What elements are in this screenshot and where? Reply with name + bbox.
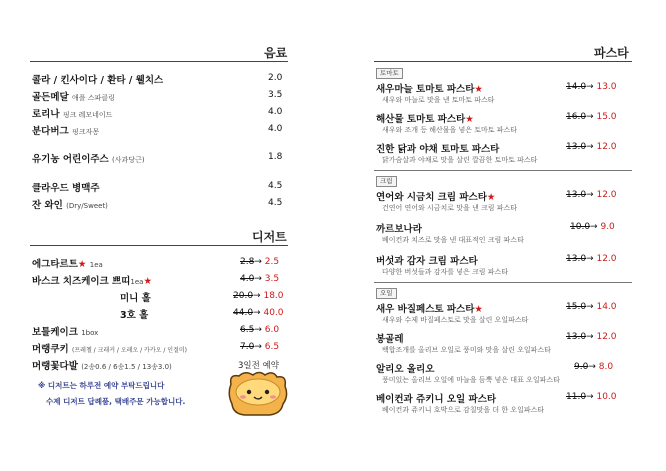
pasta-title: 파스타 [594,46,629,60]
divider [374,282,632,283]
pasta-price: 13.0→ 12.0 [566,190,617,200]
pasta-description: 새우와 조개 등 해산물을 넣은 토마토 파스타 [382,126,518,134]
drink-item: 유기농 어린이주스 (사과당근) [32,154,145,165]
dessert-item: 머랭쿠키 (프레첼 / 크래커 / 오레오 / 카카오 / 인절미) [32,344,187,355]
pasta-price: 16.0→ 15.0 [566,112,617,122]
pasta-description: 새우와 수제 바질페스토로 맛을 살린 오일파스타 [382,316,529,324]
pasta-price: 10.0→ 9.0 [570,222,615,232]
drinks-title: 음료 [264,46,288,60]
pasta-price: 13.0→ 12.0 [566,142,617,152]
pasta-item: 진한 닭과 야채 토마토 파스타 [376,144,500,155]
pasta-description: 닭가슴살과 야채로 맛을 살린 깔끔한 토마토 파스타 [382,156,538,164]
drink-item: 골든메달 애플 스파클링 [32,92,115,103]
pasta-category-tag-tomato: 토마토 [376,68,403,79]
pasta-description: 풍미있는 올리브 오일에 마늘을 듬뿍 넣은 대표 오일파스타 [382,376,560,384]
dessert-item: 에그타르트★ 1ea [32,259,103,270]
dessert-item: 3호 홀 [120,310,149,321]
pasta-item: 버섯과 감자 크림 파스타 [376,256,478,267]
dessert-price: 2.8→ 2.5 [240,257,280,267]
drink-price: 4.0 [268,107,283,117]
pasta-price: 13.0→ 12.0 [566,254,617,264]
pasta-item: 새우마늘 토마토 파스타★ [376,84,483,95]
desserts-title: 디저트 [252,230,287,244]
pasta-item: 해산물 토마토 파스타★ [376,114,474,125]
dessert-reserve-note: 3일전 예약 [238,361,279,371]
pasta-description: 베이컨과 치즈로 맛을 낸 대표적인 크림 파스타 [382,236,524,244]
dessert-price: 4.0→ 3.5 [240,274,280,284]
drink-price: 3.5 [268,90,283,100]
drink-item: 분다버그 핑크자몽 [32,126,100,137]
pasta-item: 까르보나라 [376,224,422,235]
drink-price: 4.5 [268,181,283,191]
drinks-title-rule [30,61,288,62]
dessert-item: 머랭꽃다발 (2송0.6 / 6송1.5 / 13송3.0) [32,361,172,372]
pasta-category-tag-oil: 오일 [376,288,397,299]
pasta-item: 연어와 시금치 크림 파스타★ [376,192,496,203]
pasta-description: 베이컨과 쥬키니 호박으로 감칠맛을 더 한 오일파스타 [382,406,545,414]
dessert-item: 보틀케이크 1box [32,327,99,338]
egg-tart-face-icon [225,370,291,418]
dessert-item: 바스크 치즈케이크 쁘띠1ea★ [32,276,152,287]
dessert-price: 44.0→ 40.0 [233,308,284,318]
divider [374,170,632,171]
pasta-item: 봉골레 [376,334,404,345]
dessert-price: 7.0→ 6.5 [240,342,280,352]
drink-item: 로리나 핑크 레모네이드 [32,109,113,120]
pasta-category-tag-cream: 크림 [376,176,397,187]
pasta-item: 새우 바질페스토 파스타★ [376,304,483,315]
pasta-description: 다양한 버섯들과 감자를 넣은 크림 파스타 [382,268,509,276]
drink-item: 콜라 / 킨사이다 / 환타 / 웰치스 [32,75,164,86]
pasta-price: 15.0→ 14.0 [566,302,617,312]
desserts-title-rule [30,245,288,246]
dessert-price: 6.5→ 6.0 [240,325,280,335]
pasta-description: 새우와 마늘로 맛을 낸 토마토 파스타 [382,96,495,104]
drink-price: 1.8 [268,152,283,162]
pasta-price: 9.0→ 8.0 [574,362,614,372]
dessert-price: 20.0→ 18.0 [233,291,284,301]
drink-item: 클라우드 병맥주 [32,183,100,194]
drink-item: 잔 와인 (Dry/Sweet) [32,200,108,211]
dessert-note: 수제 디저트 답례품, 택배주문 가능합니다. [46,397,186,406]
pasta-item: 알리오 올리오 [376,364,435,375]
pasta-price: 13.0→ 12.0 [566,332,617,342]
pasta-price: 11.0→ 10.0 [566,392,617,402]
pasta-description: 백합조개를 올리브 오일로 풍미와 맛을 살린 오일파스타 [382,346,551,354]
pasta-title-rule [374,61,632,62]
drink-price: 2.0 [268,73,283,83]
pasta-description: 건연어 연어와 시금치로 맛을 낸 크림 파스타 [382,204,518,212]
dessert-note: ※ 디저트는 하루전 예약 부탁드립니다 [38,381,165,390]
pasta-price: 14.0→ 13.0 [566,82,617,92]
drink-price: 4.5 [268,198,283,208]
drink-price: 4.0 [268,124,283,134]
dessert-item: 미니 홀 [120,293,151,304]
pasta-item: 베이컨과 쥬키니 오일 파스타 [376,394,497,405]
